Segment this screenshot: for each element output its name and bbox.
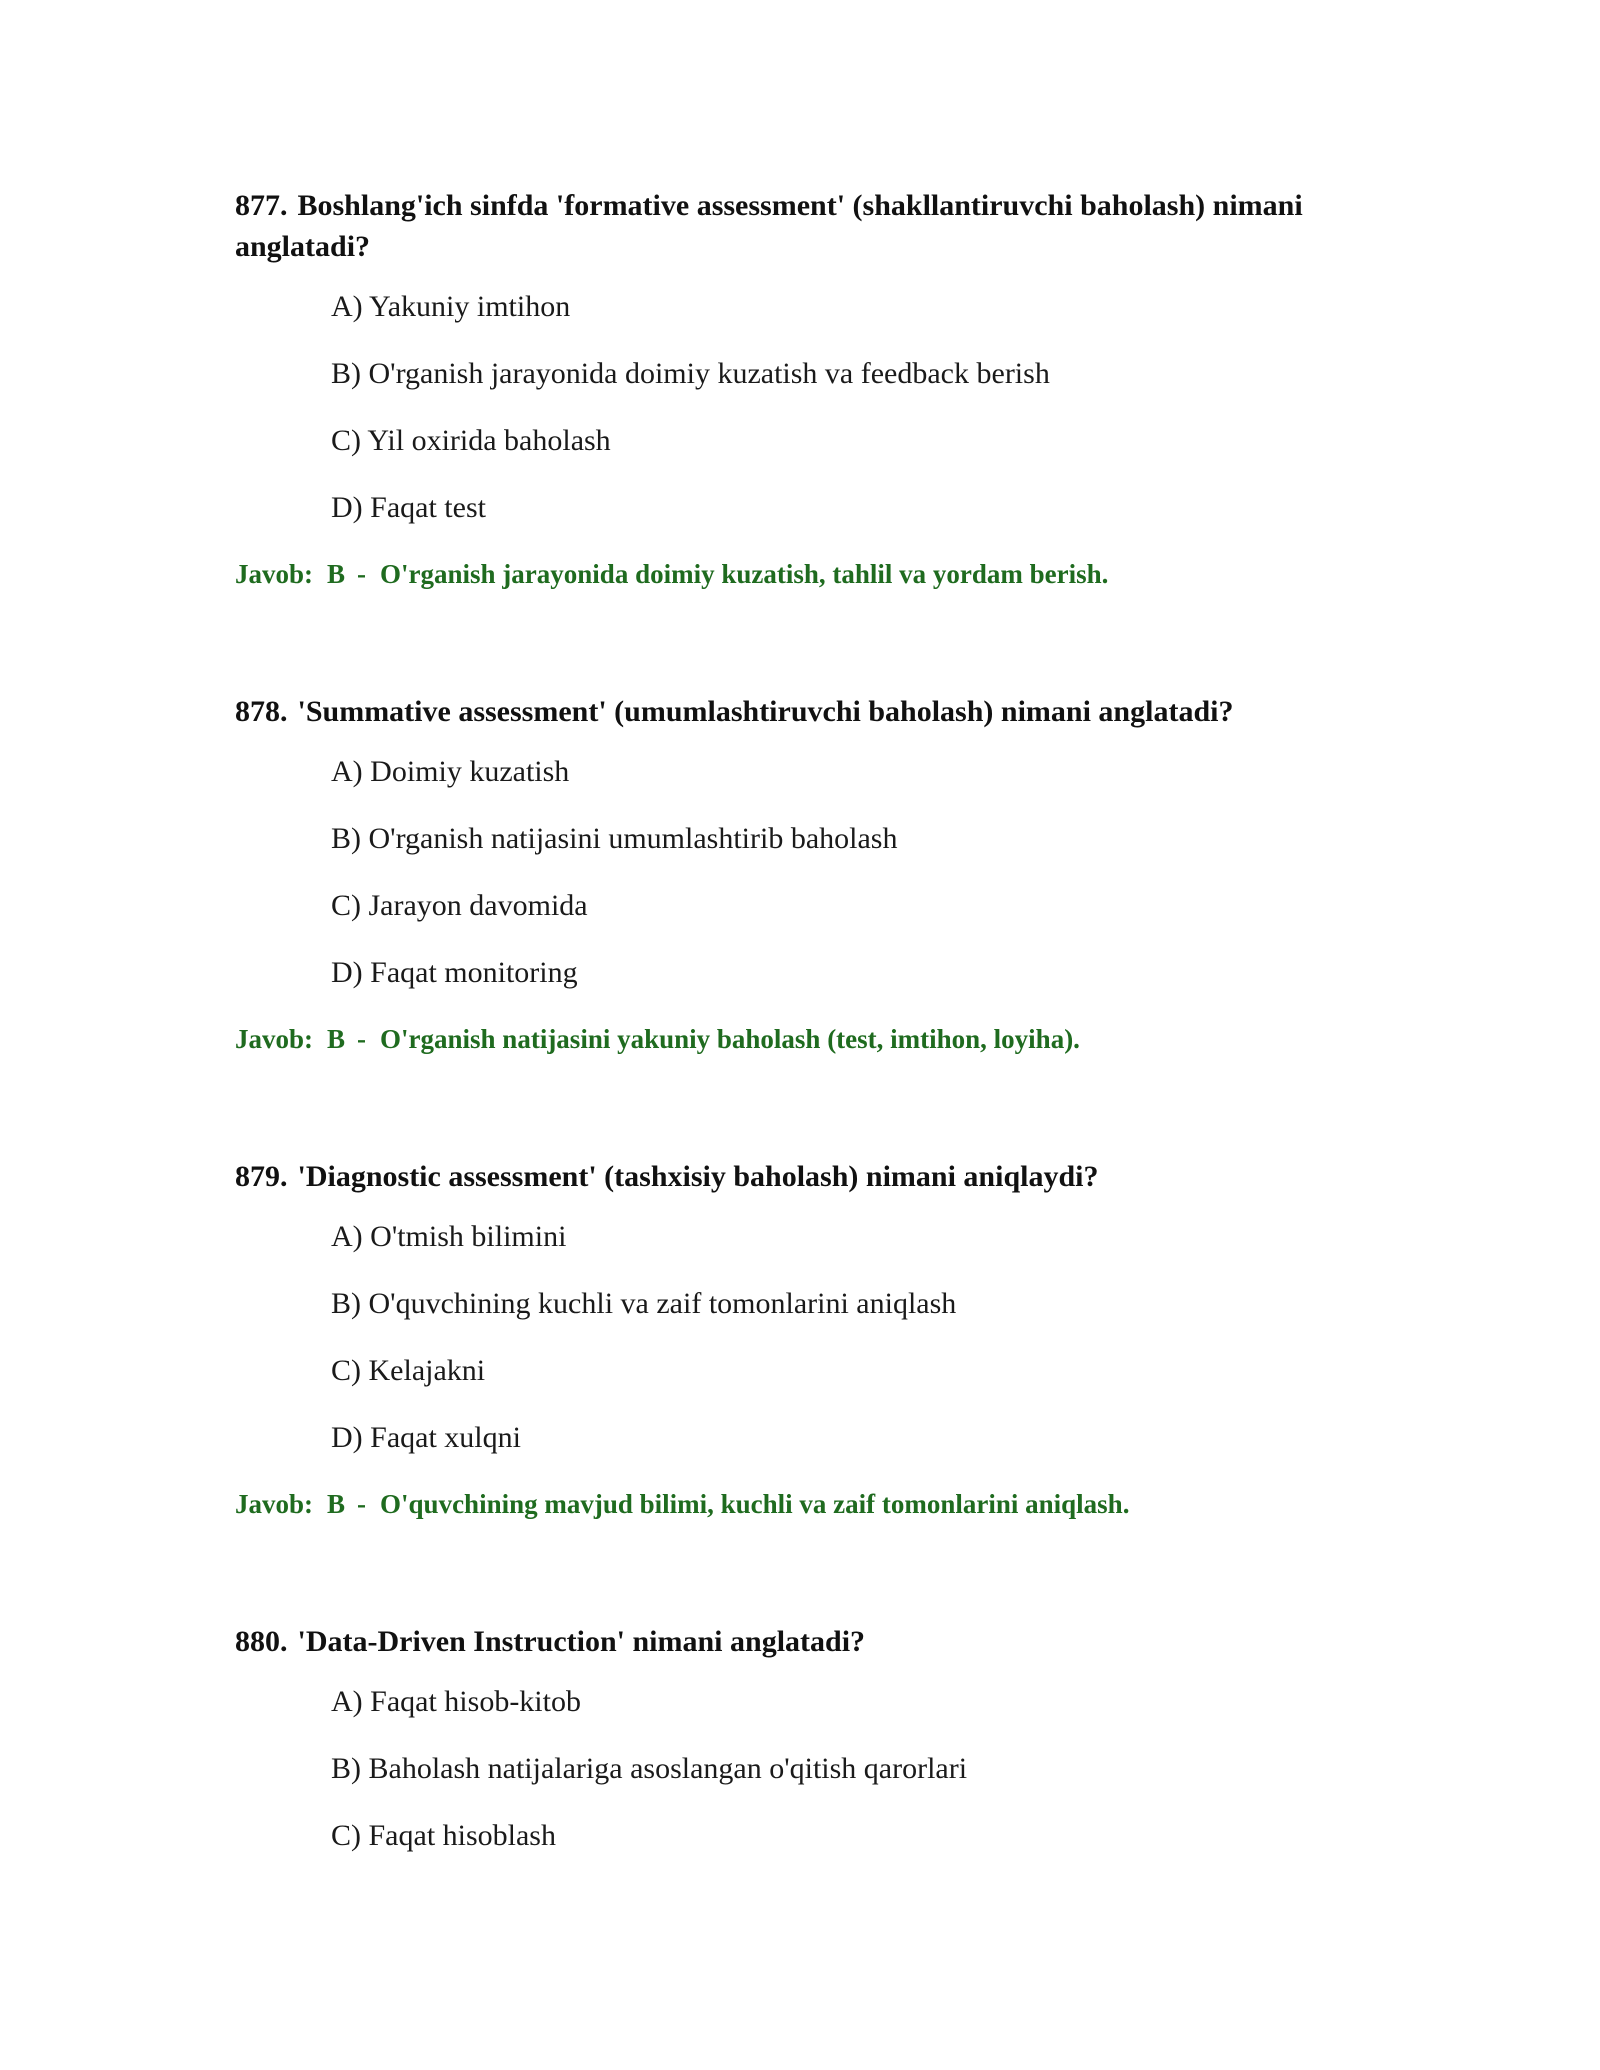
option-c: C) Faqat hisoblash xyxy=(331,1819,556,1852)
answer-letter: B xyxy=(327,559,346,589)
options-list xyxy=(235,754,1435,991)
question-text xyxy=(235,1156,1435,1197)
option-d: D) Faqat xulqni xyxy=(331,1421,521,1454)
document-page xyxy=(235,185,1435,1854)
answer-text: O'quvchining mavjud bilimi, kuchli va zaif tomonlarini aniqlash. xyxy=(380,1489,1130,1519)
option-a: A) O'tmish bilimini xyxy=(331,1220,567,1253)
option-c: C) Jarayon davomida xyxy=(331,889,588,922)
option-d: D) Faqat monitoring xyxy=(331,956,578,989)
answer-dash: - xyxy=(357,1489,367,1519)
answer-text: O'rganish natijasini yakuniy baholash (test, imtihon, loyiha). xyxy=(380,1024,1080,1054)
question-body: Boshlang'ich sinfda 'formative assessment' (shakllantiruvchi baholash) nimani anglatadi? xyxy=(235,189,1303,263)
question-number: 880. xyxy=(235,1625,288,1658)
question-number: 879. xyxy=(235,1160,288,1193)
option-b: B) O'quvchining kuchli va zaif tomonlarini aniqlash xyxy=(331,1287,957,1320)
option-d: D) Faqat test xyxy=(331,491,486,524)
options-list xyxy=(235,289,1435,526)
answer-dash: - xyxy=(357,559,367,589)
option-b: B) Baholash natijalariga asoslangan o'qitish qarorlari xyxy=(331,1752,968,1785)
options-list xyxy=(235,1684,1435,1854)
question-body: 'Diagnostic assessment' (tashxisiy baholash) nimani aniqlaydi? xyxy=(297,1160,1099,1193)
option-a: A) Yakuniy imtihon xyxy=(331,290,571,323)
option-b: B) O'rganish jarayonida doimiy kuzatish va feedback berish xyxy=(331,357,1050,390)
question-number: 877. xyxy=(235,189,288,222)
answer-letter: B xyxy=(327,1489,346,1519)
question-text xyxy=(235,1621,1435,1662)
question-text xyxy=(235,691,1435,732)
question-880 xyxy=(235,1621,1435,1854)
answer-dash: - xyxy=(357,1024,367,1054)
options-list xyxy=(235,1219,1435,1456)
answer-letter: B xyxy=(327,1024,346,1054)
answer-label: Javob: xyxy=(235,1024,314,1054)
question-body: 'Summative assessment' (umumlashtiruvchi baholash) nimani anglatadi? xyxy=(297,695,1234,728)
answer-line xyxy=(235,557,1435,591)
question-text xyxy=(235,185,1435,267)
question-body: 'Data-Driven Instruction' nimani anglatadi? xyxy=(297,1625,866,1658)
question-877 xyxy=(235,185,1435,591)
answer-label: Javob: xyxy=(235,1489,314,1519)
answer-line xyxy=(235,1487,1435,1521)
question-number: 878. xyxy=(235,695,288,728)
option-c: C) Kelajakni xyxy=(331,1354,486,1387)
answer-label: Javob: xyxy=(235,559,314,589)
answer-line xyxy=(235,1022,1435,1056)
answer-text: O'rganish jarayonida doimiy kuzatish, tahlil va yordam berish. xyxy=(380,559,1109,589)
option-a: A) Faqat hisob-kitob xyxy=(331,1685,581,1718)
question-879 xyxy=(235,1156,1435,1521)
option-c: C) Yil oxirida baholash xyxy=(331,424,611,457)
option-b: B) O'rganish natijasini umumlashtirib baholash xyxy=(331,822,898,855)
question-878 xyxy=(235,691,1435,1056)
option-a: A) Doimiy kuzatish xyxy=(331,755,570,788)
